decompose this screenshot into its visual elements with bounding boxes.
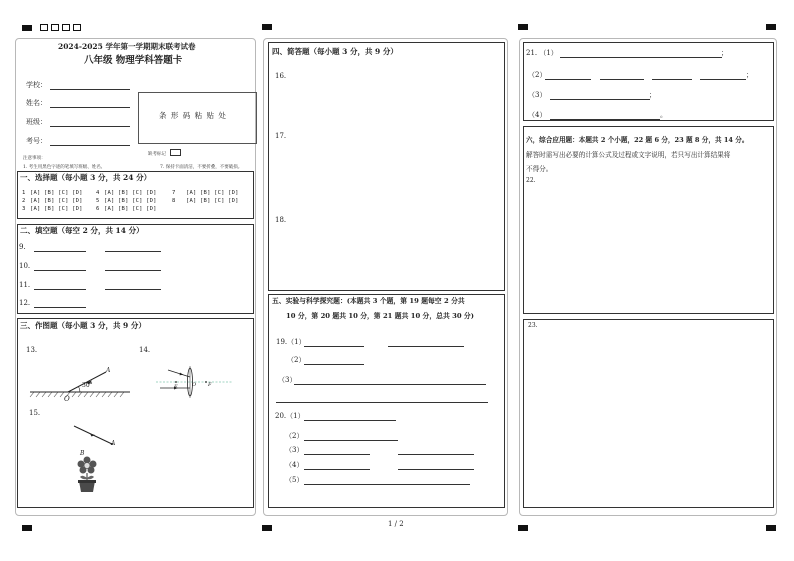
- choice-num: 5: [96, 198, 100, 204]
- answer-blank[interactable]: [304, 346, 364, 347]
- fig13-ray-label: A: [106, 367, 111, 374]
- answer-blank[interactable]: [560, 57, 722, 58]
- timing-mark: [262, 525, 272, 531]
- barcode-label: 条 形 码 粘 贴 处: [159, 111, 227, 120]
- section-short-answer-title: 四、简答题（每小题 3 分，共 9 分）: [272, 47, 398, 56]
- notice-title: 注意事项：: [23, 156, 46, 161]
- section-q23: [523, 319, 774, 508]
- answer-blank[interactable]: [304, 420, 396, 421]
- q21-2-end: ；: [746, 71, 753, 79]
- answer-blank[interactable]: [304, 484, 470, 485]
- timing-mark: [518, 525, 528, 531]
- fill-blank[interactable]: [105, 251, 161, 252]
- q19-2-label: （2）: [287, 356, 306, 364]
- section-choice-title: 一、选择题（每小题 3 分，共 24 分）: [20, 173, 152, 182]
- choice-num: 2: [22, 198, 26, 204]
- q21-3-label: （3）: [528, 91, 547, 99]
- fill-num-10: 10.: [19, 262, 31, 270]
- q20-4-label: （4）: [285, 461, 304, 469]
- choice-options[interactable]: [A] [B] [C] [D]: [104, 198, 157, 204]
- q23-label: 23.: [528, 322, 538, 329]
- timing-square: [62, 24, 70, 31]
- answer-blank[interactable]: [304, 364, 364, 365]
- fig13-point: O: [64, 395, 70, 403]
- field-id-input[interactable]: [50, 145, 130, 146]
- q22-label: 22.: [526, 177, 536, 184]
- q19-1-label: 19.（1）: [276, 338, 306, 346]
- fill-num-9: 9.: [19, 243, 26, 251]
- page-number: 1 / 2: [388, 520, 404, 528]
- fill-blank[interactable]: [34, 251, 86, 252]
- choice-num: 6: [96, 206, 100, 212]
- timing-mark: [766, 525, 776, 531]
- choice-num: 4: [96, 190, 100, 196]
- q21-4-end: 。: [660, 111, 667, 119]
- fill-num-12: 12.: [19, 299, 31, 307]
- choice-options[interactable]: [A] [B] [C] [D]: [30, 190, 83, 196]
- q21-4-label: （4）: [528, 111, 547, 119]
- answer-blank[interactable]: [398, 469, 474, 470]
- choice-num: 1: [22, 190, 26, 196]
- q16-label: 16.: [275, 72, 287, 80]
- answer-blank[interactable]: [600, 79, 644, 80]
- field-name-input[interactable]: [50, 107, 130, 108]
- answer-blank[interactable]: [550, 99, 650, 100]
- timing-mark: [22, 525, 32, 531]
- section-fill: [17, 224, 254, 314]
- choice-num: 8: [172, 198, 176, 204]
- section-drawing-title: 三、作图题（每小题 3 分，共 9 分）: [20, 321, 146, 330]
- q20-2-label: （2）: [285, 432, 304, 440]
- section-experiment: [268, 294, 505, 508]
- answer-blank[interactable]: [294, 384, 486, 385]
- timing-mark: [22, 25, 32, 31]
- timing-square: [51, 24, 59, 31]
- answer-blank[interactable]: [304, 469, 370, 470]
- section-application-title-3: 不得分。: [526, 165, 553, 173]
- field-class-input[interactable]: [50, 126, 130, 127]
- section-experiment-title-2: 10 分，第 20 题共 10 分，第 21 题共 10 分，总共 30 分): [286, 312, 474, 320]
- absent-mark-label: 缺考标记: [148, 152, 166, 157]
- answer-blank[interactable]: [550, 119, 660, 120]
- section-drawing: [17, 318, 254, 508]
- notice-line-1: 1. 考生用黑色字迹的笔填写班级、姓名、: [23, 165, 106, 170]
- answer-blank[interactable]: [388, 346, 464, 347]
- fill-blank[interactable]: [34, 307, 86, 308]
- notice-line-2: 7. 保持卡面清洁，不要折叠，不要破损。: [160, 165, 243, 170]
- choice-options[interactable]: [A] [B] [C] [D]: [104, 206, 157, 212]
- q21-2-label: （2）: [528, 71, 547, 79]
- q15-label: 15.: [29, 409, 41, 417]
- timing-mark: [518, 24, 528, 30]
- choice-options[interactable]: [A] [B] [C] [D]: [186, 198, 239, 204]
- timing-mark: [262, 24, 272, 30]
- q13-label: 13.: [26, 346, 38, 354]
- answer-blank[interactable]: [304, 440, 398, 441]
- timing-square: [40, 24, 48, 31]
- q20-5-label: （5）: [285, 476, 304, 484]
- q17-label: 17.: [275, 132, 287, 140]
- section-application-title-1: 六，综合应用题：本题共 2 个小题，22 题 6 分，23 题 8 分，共 14 分。: [526, 136, 749, 144]
- flower-pot-icon: [76, 454, 98, 494]
- choice-num: 3: [22, 206, 26, 212]
- choice-num: 7: [172, 190, 176, 196]
- choice-options[interactable]: [A] [B] [C] [D]: [30, 198, 83, 204]
- q14-label: 14.: [139, 346, 151, 354]
- section-fill-title: 二、填空题（每空 2 分，共 14 分）: [20, 226, 144, 235]
- q21-3-end: ；: [649, 91, 656, 99]
- q18-label: 18.: [275, 216, 287, 224]
- exam-title: 2024-2025 学年第一学期期末联考试卷: [58, 42, 196, 51]
- q20-3-label: （3）: [285, 446, 304, 454]
- section-short-answer: [268, 42, 505, 291]
- choice-options[interactable]: [A] [B] [C] [D]: [104, 190, 157, 196]
- field-label-id: 考号：: [26, 137, 47, 145]
- fig14-focal-right: F: [208, 382, 212, 388]
- fill-blank[interactable]: [34, 289, 86, 290]
- q21-1-label: 21. （1）: [526, 49, 558, 57]
- fig14-center: O: [192, 382, 197, 388]
- fill-blank[interactable]: [34, 270, 86, 271]
- fill-blank[interactable]: [105, 289, 161, 290]
- section-application-title-2: 解答时需写出必要的计算公式及过程或文字说明，若只写出计算结果将: [526, 151, 731, 159]
- timing-mark: [766, 24, 776, 30]
- fig13-mirror-diagram[interactable]: [26, 362, 136, 410]
- answer-blank[interactable]: [276, 402, 488, 403]
- section-experiment-title-1: 五、实验与科学探究题：(本题共 3 个题，第 19 题每空 2 分共: [272, 297, 465, 305]
- fig15-label-b: B: [80, 450, 85, 457]
- answer-blank[interactable]: [398, 454, 474, 455]
- field-label-school: 学校：: [26, 81, 47, 89]
- q19-3-label: （3）: [278, 376, 297, 384]
- fill-blank[interactable]: [105, 270, 161, 271]
- section-q21: [523, 42, 774, 121]
- q20-1-label: 20.（1）: [275, 412, 305, 420]
- q21-1-end: ；: [721, 49, 728, 57]
- answer-blank[interactable]: [304, 454, 370, 455]
- choice-options[interactable]: [A] [B] [C] [D]: [30, 206, 83, 212]
- answer-blank[interactable]: [652, 79, 692, 80]
- absent-mark-box[interactable]: [170, 149, 181, 156]
- answer-blank[interactable]: [545, 79, 591, 80]
- field-label-class: 班级：: [26, 118, 47, 126]
- fill-num-11: 11.: [19, 281, 31, 289]
- fig13-angle: 30°: [82, 382, 93, 389]
- field-label-name: 姓名：: [26, 99, 47, 107]
- timing-square: [73, 24, 81, 31]
- fig15-label-a: A: [111, 440, 116, 447]
- fig14-focal-left: F: [174, 384, 178, 390]
- choice-options[interactable]: [A] [B] [C] [D]: [186, 190, 239, 196]
- answer-blank[interactable]: [700, 79, 746, 80]
- card-title: 八年级 物理学科答题卡: [84, 55, 183, 66]
- fig14-lens-diagram[interactable]: [156, 362, 236, 398]
- field-school-input[interactable]: [50, 89, 130, 90]
